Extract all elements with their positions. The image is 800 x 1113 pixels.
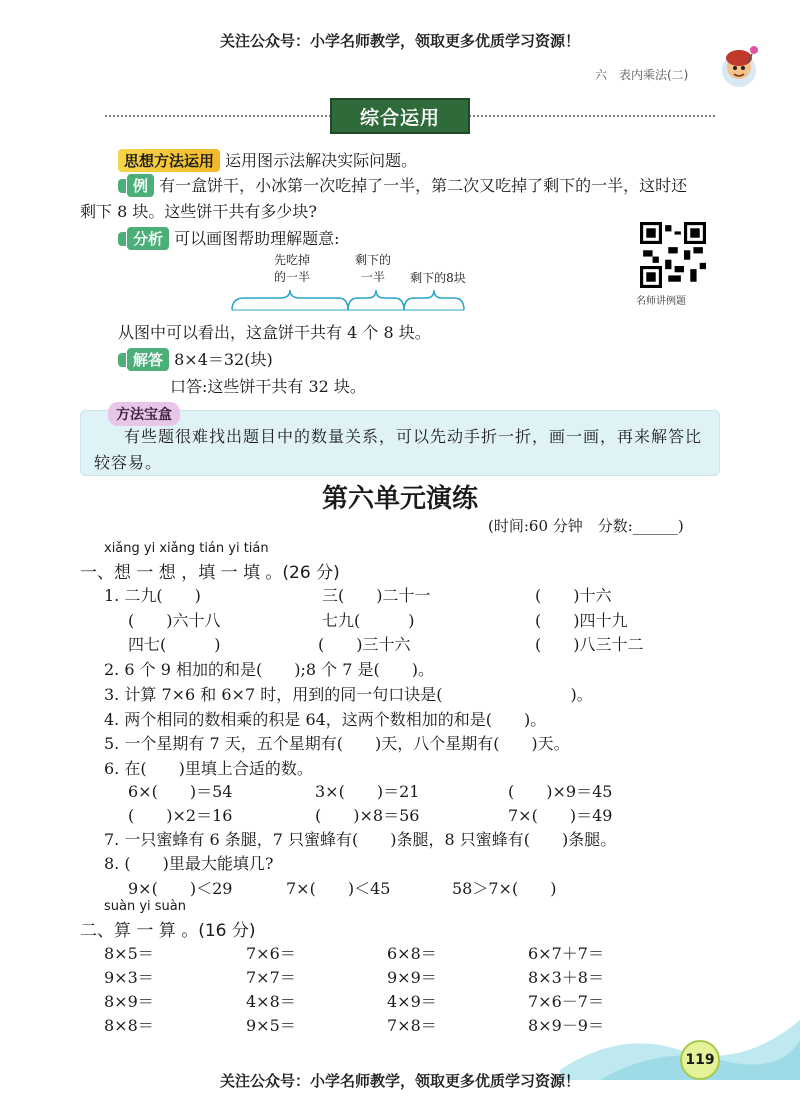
calc-r1-c2: 7×6＝ <box>246 944 296 963</box>
method-use-text: 运用图示法解决实际问题。 <box>225 151 418 170</box>
q1-r3-c3: ( )八三十二 <box>535 635 644 654</box>
calc-r2-c4: 8×3＋8＝ <box>528 968 604 987</box>
q4: 4. 两个相同的数相乘的积是 64，这两个数相加的和是( )。 <box>104 710 547 729</box>
diagram-label-1 <box>262 252 322 286</box>
q8-c2: 7×( )＜45 <box>286 879 391 898</box>
q1-r3-c1: 四七( ) <box>128 635 221 654</box>
part2-pinyin: suàn yi suàn <box>104 899 187 914</box>
q6-r1-c2: 3×( )＝21 <box>315 782 420 801</box>
example-text-1: 有一盒饼干，小冰第一次吃掉了一半，第二次又吃掉了剩下的一半，这时还 <box>159 176 688 195</box>
part1-heading: 一、想 一 想 ，填 一 填 。(26 分) <box>80 563 340 583</box>
diagram-label-3: 剩下的8块 <box>410 271 466 285</box>
diagram-label-2a: 剩下的 <box>354 253 391 267</box>
exam-meta: (时间:60 分钟 分数:______) <box>488 517 684 535</box>
analysis-line <box>118 226 340 250</box>
answer-reply: 口答:这些饼干共有 32 块。 <box>170 377 366 396</box>
q8-c1: 9×( )＜29 <box>128 879 233 898</box>
calc-r4-c3: 7×8＝ <box>387 1016 437 1035</box>
mascot-icon <box>716 40 762 92</box>
example-tag: 例 <box>127 174 154 197</box>
conclusion-text: 从图中可以看出，这盒饼干共有 4 个 8 块。 <box>118 323 431 342</box>
header-note: 关注公众号：小学名师教学，领取更多优质学习资源！ <box>219 32 580 50</box>
method-box-text: 有些题很难找出题目中的数量关系，可以先动手折一折，画一画，再来解答比较容易。 <box>94 427 703 472</box>
method-use-line <box>118 148 417 172</box>
footer-note: 关注公众号：小学名师教学，领取更多优质学习资源！ <box>219 1072 580 1090</box>
example-line-1 <box>118 173 687 197</box>
section-banner: 综合运用 <box>330 98 470 134</box>
q6-r1-c3: ( )×9＝45 <box>508 782 613 801</box>
diagram-label-1a: 先吃掉 <box>273 253 310 267</box>
q8: 8. ( )里最大能填几? <box>104 854 274 873</box>
q1-r2-c3: ( )四十九 <box>535 611 628 630</box>
diagram-label-1b: 的一半 <box>273 270 310 284</box>
answer-formula: 8×4＝32(块) <box>174 350 273 369</box>
calc-r1-c1: 8×5＝ <box>104 944 154 963</box>
qr-label: 名师讲例题 <box>636 296 686 307</box>
q2: 2. 6 个 9 相加的和是( );8 个 7 是( )。 <box>104 660 434 679</box>
answer-tag: 解答 <box>127 348 169 371</box>
calc-r1-c4: 6×7＋7＝ <box>528 944 604 963</box>
q6-r1-c1: 6×( )＝54 <box>128 782 233 801</box>
calc-r3-c2: 4×8＝ <box>246 992 296 1011</box>
q1-r1-c3: ( )十六 <box>535 586 612 605</box>
calc-r4-c4: 8×9－9＝ <box>528 1016 604 1035</box>
example-line-2: 剩下 8 块。这些饼干共有多少块? <box>80 202 317 221</box>
q1-r2-c1: ( )六十八 <box>128 611 221 630</box>
chapter-label: 六 表内乘法(二) <box>595 68 689 82</box>
q6-r2-c3: 7×( )＝49 <box>508 806 613 825</box>
analysis-text: 可以画图帮助理解题意: <box>174 229 340 248</box>
diagram-label-2b: 一半 <box>360 270 385 284</box>
q1-r3-c2: ( )三十六 <box>318 635 411 654</box>
page-number: 119 <box>680 1040 720 1080</box>
analysis-tag: 分析 <box>127 227 169 250</box>
calc-r2-c1: 9×3＝ <box>104 968 154 987</box>
q3: 3. 计算 7×6 和 6×7 时，用到的同一句口诀是( )。 <box>104 685 593 704</box>
q1-r1-c1: 1. 二九( ) <box>104 586 201 605</box>
calc-r3-c4: 7×6－7＝ <box>528 992 604 1011</box>
part2-heading: 二、算 一 算 。(16 分) <box>80 921 256 941</box>
calc-r3-c1: 8×9＝ <box>104 992 154 1011</box>
q1-r1-c2: 三( )二十一 <box>322 586 431 605</box>
q8-c3: 58＞7×( ) <box>452 879 557 898</box>
q6-r2-c2: ( )×8＝56 <box>315 806 420 825</box>
q1-r2-c2: 七九( ) <box>322 611 415 630</box>
method-use-tag: 思想方法运用 <box>118 149 220 172</box>
qr-code-icon <box>640 222 706 288</box>
bullet-icon <box>118 179 126 193</box>
calc-r1-c3: 6×8＝ <box>387 944 437 963</box>
calc-r2-c2: 7×7＝ <box>246 968 296 987</box>
q6-r2-c1: ( )×2＝16 <box>128 806 233 825</box>
calc-r2-c3: 9×9＝ <box>387 968 437 987</box>
brace-diagram <box>228 288 478 318</box>
bullet-icon <box>118 353 126 367</box>
calc-r4-c1: 8×8＝ <box>104 1016 154 1035</box>
method-box-tag: 方法宝盒 <box>108 402 180 426</box>
q6: 6. 在( )里填上合适的数。 <box>104 759 313 778</box>
part1-pinyin: xiǎng yi xiǎng tián yi tián <box>104 541 269 556</box>
unit-title: 第六单元演练 <box>321 484 478 514</box>
answer-line <box>118 347 273 371</box>
calc-r4-c2: 9×5＝ <box>246 1016 296 1035</box>
calc-r3-c3: 4×9＝ <box>387 992 437 1011</box>
q5: 5. 一个星期有 7 天，五个星期有( )天，八个星期有( )天。 <box>104 734 570 753</box>
bullet-icon <box>118 232 126 246</box>
q7: 7. 一只蜜蜂有 6 条腿，7 只蜜蜂有( )条腿，8 只蜜蜂有( )条腿。 <box>104 830 617 849</box>
diagram-label-2 <box>348 252 398 286</box>
